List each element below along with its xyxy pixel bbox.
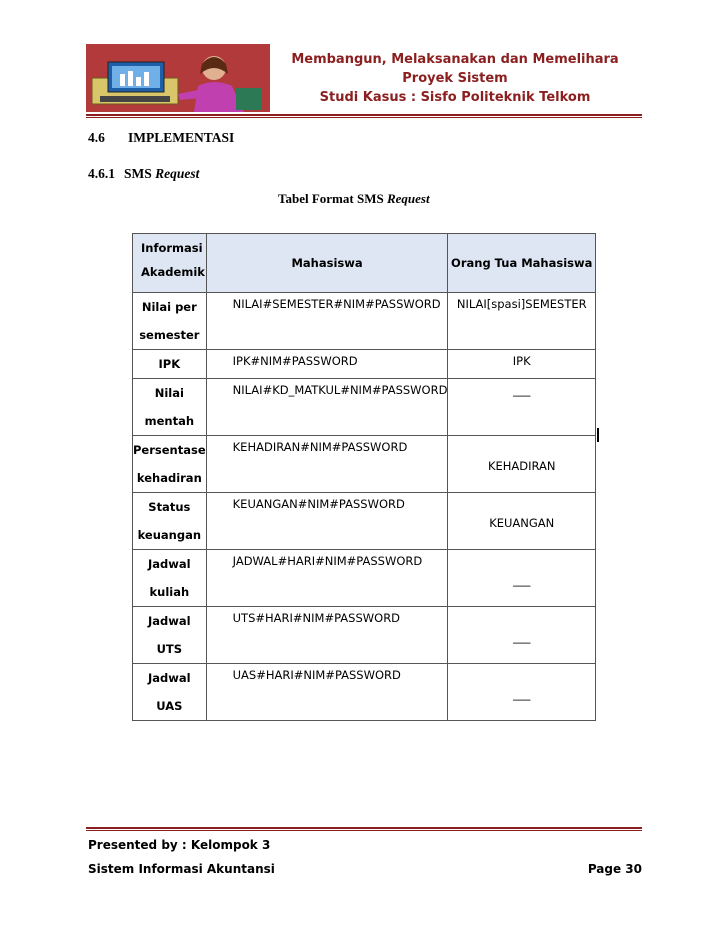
footer-rule <box>86 827 642 829</box>
row-ortu-format: IPK <box>448 350 596 379</box>
text-cursor-mark <box>597 428 599 442</box>
row-mahasiswa-format: IPK#NIM#PASSWORD <box>206 350 448 379</box>
row-info-line1: Jadwal <box>148 671 191 685</box>
section-number: 4.6 <box>88 130 105 145</box>
section-title: IMPLEMENTASI <box>128 130 235 145</box>
table-row <box>133 350 596 379</box>
page-header <box>86 44 642 112</box>
header-mahasiswa: Mahasiswa <box>206 234 448 293</box>
footer-page-number: Page 30 <box>587 862 642 876</box>
sms-format-table <box>132 233 596 721</box>
header-title-line3: Studi Kasus : Sisfo Politeknik Telkom <box>319 90 591 105</box>
table-row <box>133 493 596 550</box>
subsection-title-italic: Request <box>155 166 200 181</box>
row-info-line1: Jadwal <box>148 614 191 628</box>
table-caption <box>278 191 430 207</box>
table-row <box>133 436 596 493</box>
header-title-line2: Proyek Sistem <box>402 71 508 86</box>
subsection-heading <box>88 166 199 182</box>
row-mahasiswa-format: UTS#HARI#NIM#PASSWORD <box>206 607 448 664</box>
row-ortu-format: ___ <box>448 664 596 721</box>
row-mahasiswa-format: KEHADIRAN#NIM#PASSWORD <box>206 436 448 493</box>
row-mahasiswa-format: NILAI#SEMESTER#NIM#PASSWORD <box>206 293 448 350</box>
caption-italic: Request <box>386 191 430 206</box>
row-info-line1: Nilai <box>154 386 184 400</box>
header-rule <box>86 114 642 116</box>
row-info-line1: Jadwal <box>148 557 191 571</box>
row-info-line2: mentah <box>144 414 195 428</box>
table-row <box>133 607 596 664</box>
subsection-title: SMS <box>124 166 156 181</box>
table-row <box>133 293 596 350</box>
header-col0-line1: Informasi <box>141 241 203 255</box>
subsection-number: 4.6.1 <box>88 166 115 181</box>
row-info-line2: kuliah <box>149 585 190 599</box>
header-orang-tua: Orang Tua Mahasiswa <box>448 234 596 293</box>
row-info-line1: Nilai per <box>141 300 197 314</box>
table-header-row <box>133 234 596 293</box>
row-info-line2: semester <box>139 328 200 342</box>
header-title <box>282 50 628 107</box>
row-info-line1: IPK <box>158 357 181 371</box>
row-ortu-format: ___ <box>448 607 596 664</box>
row-ortu-format: NILAI[spasi]SEMESTER <box>448 293 596 350</box>
row-mahasiswa-format: JADWAL#HARI#NIM#PASSWORD <box>206 550 448 607</box>
table-row <box>133 379 596 436</box>
row-mahasiswa-format: NILAI#KD_MATKUL#NIM#PASSWORD <box>206 379 448 436</box>
row-mahasiswa-format: UAS#HARI#NIM#PASSWORD <box>206 664 448 721</box>
row-info-line2: keuangan <box>137 528 202 542</box>
table-row <box>133 550 596 607</box>
footer-course-name: Sistem Informasi Akuntansi <box>88 862 275 876</box>
header-title-line1: Membangun, Melaksanakan dan Memelihara <box>291 52 619 67</box>
row-mahasiswa-format: KEUANGAN#NIM#PASSWORD <box>206 493 448 550</box>
computer-user-illustration <box>86 44 270 112</box>
header-rule-thin <box>86 117 642 118</box>
row-info-line2: kehadiran <box>136 471 202 485</box>
section-heading <box>88 130 234 146</box>
row-info-line1: Status <box>148 500 191 514</box>
row-ortu-format: ___ <box>448 550 596 607</box>
row-ortu-format: KEUANGAN <box>448 493 596 550</box>
header-col0-line2: Akademik <box>141 265 205 279</box>
footer-presented-by: Presented by : Kelompok 3 <box>88 838 271 852</box>
row-info-line2: UTS <box>156 642 183 656</box>
row-ortu-format: KEHADIRAN <box>448 436 596 493</box>
row-info-line1: Persentase <box>133 443 206 457</box>
row-info-line2: UAS <box>156 699 183 713</box>
row-ortu-format: ___ <box>448 379 596 436</box>
caption-text: Tabel Format SMS <box>278 191 387 206</box>
header-informasi-akademik <box>133 234 207 293</box>
footer-rule-thin <box>86 830 642 831</box>
table-row <box>133 664 596 721</box>
